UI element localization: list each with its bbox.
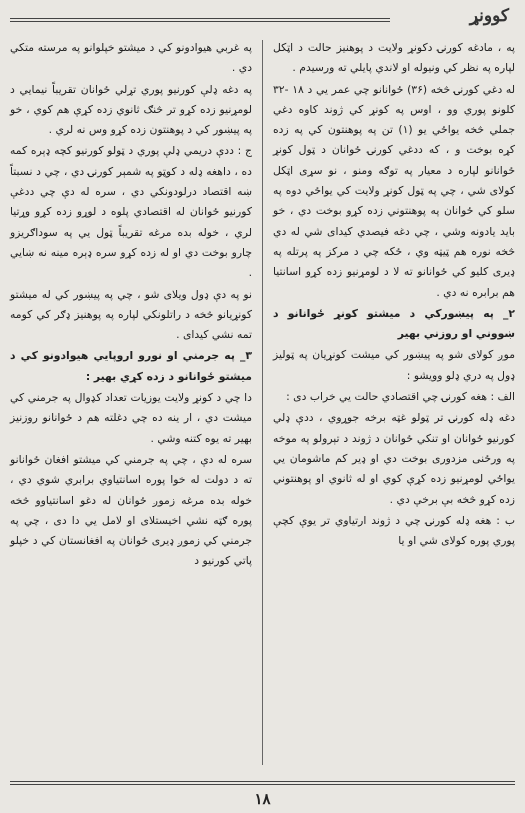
right-section-heading: ۲_ په پیښورکي د میشتو کونړ ځوانانو د ښووني او روزني بهیر [273, 306, 515, 341]
right-paragraph-1: په ، مادغه کورنۍ دکونړ ولایت د پوهنیز حالت د اټکل لپاره په نظر کي ونیوله او لاندي پایلي ته ورسیدم . [273, 41, 515, 75]
left-paragraph-6: سره له دې ، چي په جرمني کي میشتو افغان ځوانانو ته د دولت له خوا پوره اسانتیاوي برابري شوي دي ، خوله بده مرغه زموږ ځوانان له دغو اسانتیاوو څخه پوره ګټه نشي اخیستلای او لامل یي دا دی ، چي په جرمني کي زموږ ډیری ځوانان په افغانستان کي د خپلو پاتي کورنیو د [10, 452, 252, 568]
right-paragraph-2: له دغي کورنۍ څخه (۳۶) ځوانانو چي عمر یي د ۱۸ -۳۲ کلونو پوري وو ، اوس په کونړ کي ژوند کاوه دغي جملي څخه یواځي یو (۱) تن په پوهنتون کي په زده کړه بوخت و ، که ددغي کورنۍ ځوانان د ټول کونړ ځوانانو لپاره د معیار په توګه ومنو ، نو سړی اټکل کولای شي ، چي په ټول کونړ ولایت کي یواځي دوه په سلو کي ځوانان په پوهنتوني زده کړو بوخت دي ، خو باید یادونه وشي ، چي دغه فیصدي کیدای شي له دي څخه نوره هم ټیټه وي ، ځکه چي د مرکز په پرتله په ډیری کلیو کي ځوانانو ته لا د لومړنیو زده کړو اسانتیا هم برابره نه دي . [273, 82, 516, 299]
left-paragraph-3: ج : ددې دریمي ډلې پوري د ټولو کورنیو کچه ډېره کمه ده ، داهغه ډله د کوټو په شمېر کورنۍ دي ، چي د نسبتاً ښه اقتصاد درلودونکي دي ، سره له دې چي ددغې کورنیو ځوانان له اقتصادي پلوه د لوړو زده کړو وړتیا لري ، خوله بده مرغه تقریباً ټول یي په سوداګریزو چارو بوخت دي او له زده کړو سره ډېره مینه نه ښایي . [10, 144, 252, 280]
right-paragraph-5: دغه ډله کورنۍ تر ټولو غټه برخه جوړوي ، ددې ډلي کورنیو ځوانان او تنکي ځوانان د ژوند د تېرولو په موخه په ورځنی مزدوری بوخت دي او ډیر کم ماشومان یي یواځي لومړنیو زده کړې کوي او له ثانوي او پوهنتوني زده کړو څخه بې برخې دي . [273, 411, 515, 506]
column-divider [262, 40, 263, 765]
left-paragraph-2: په دغه ډلې کورنیو پوري تړلي ځوانان تقریباً نیمایي د لومړنیو زده کړو تر څنګ ثانوي زده کړې هم کوي ، خو په پیښور کي د پوهنتون زده کړو وس نه لري . [10, 82, 252, 137]
left-paragraph-5: دا چي د کونړ ولایت یوزیات تعداد کډوال په جرمني کي میشت دي ، ار ینه ده چي دغلته هم د ځوانانو روزنیز بهیر ته یوه کتنه وشي . [10, 391, 252, 445]
right-paragraph-4: الف : هغه کورنۍ چي اقتصادي حالت یي خراب دی : [286, 390, 515, 404]
left-paragraph-1: په غربي هیوادونو کي د میشتو خپلوانو په مرسته متکي دي . [10, 41, 252, 75]
right-column [273, 38, 515, 765]
right-paragraph-3: موږ کولای شو په پیښور کي میشت کونړیان په ټولیز ډول په دري ډلو وویشو : [273, 348, 515, 382]
left-paragraph-4: نو په دې ډول ویلای شو ، چي په پیښور کي له میشتو کونړیانو څخه د راتلونکي لپاره په پوهنیز ډګر کي کومه تمه نشي کیدای . [10, 287, 252, 342]
header-rule [10, 18, 390, 22]
left-column [10, 38, 252, 765]
left-section-heading: ۳_ په جرمني او نورو اروپایي هیوادونو کي د میشتو ځوانانو د زده کړي بهیر : [10, 349, 252, 383]
page-header [10, 6, 515, 32]
footer-rule [10, 781, 515, 785]
page-number: ۱۸ [254, 790, 271, 808]
header-title: کوونړ [469, 6, 509, 26]
right-paragraph-6: ب : هغه ډله کورنۍ چي د ژوند ارتیاوي تر یوې کچې پوري پوره کولای شي او یا [273, 513, 515, 548]
